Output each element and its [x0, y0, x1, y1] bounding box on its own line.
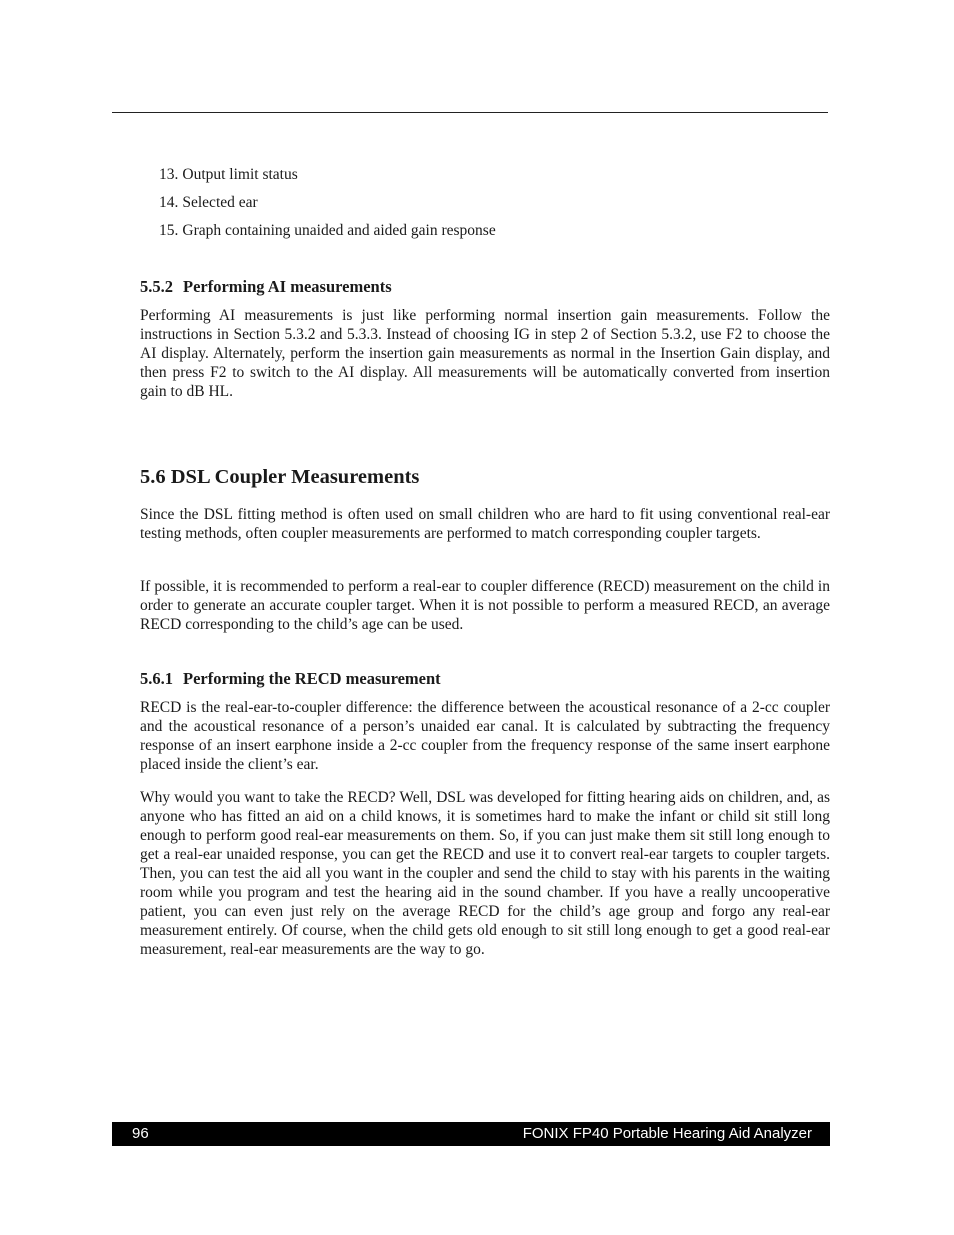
page-number: 96 — [132, 1125, 149, 1142]
paragraph: If possible, it is recommended to perform a real-ear to coupler difference (RECD) measurement on the child in order to generate an accurate coupler target. When it is not possible to perform a measured RECD, an average RECD corresponding to the child’s age can be used. — [140, 578, 830, 633]
list-item-number: 13. — [159, 166, 179, 183]
list-item-text: Selected ear — [182, 194, 258, 211]
document-title: FONIX FP40 Portable Hearing Aid Analyzer — [522, 1125, 812, 1142]
list-item-text: Output limit status — [182, 166, 298, 183]
paragraph: RECD is the real-ear-to-coupler difference: the difference between the acoustical resonance of a 2-cc coupler and the acoustical resonance of a person’s unaided ear canal. It is calculated by subtracting the frequency response of an insert earphone inside a 2-cc coupler from the frequency response of the same insert earphone placed inside the client’s ear. — [140, 699, 830, 773]
paragraph: Since the DSL fitting method is often used on small children who are hard to fit using conventional real-ear testing methods, often coupler measurements are performed to match corresponding coupler targets. — [140, 506, 830, 542]
section-title: Performing AI measurements — [183, 277, 392, 296]
list-item — [159, 192, 496, 220]
list-item — [159, 220, 496, 248]
section-5-6-body-2 — [140, 577, 830, 634]
section-5-6-1-heading — [140, 669, 830, 689]
section-5-5-2-body — [140, 306, 830, 401]
page-footer — [112, 1122, 830, 1146]
section-5-6-1-body-2 — [140, 788, 830, 959]
section-number: 5.6.1 — [140, 669, 173, 688]
section-5-6-1 — [140, 669, 830, 689]
list-item-number: 14. — [159, 194, 179, 211]
section-5-6-body-1 — [140, 505, 830, 543]
header-rule — [112, 112, 828, 113]
section-title: Performing the RECD measurement — [183, 669, 441, 688]
section-number: 5.5.2 — [140, 277, 173, 296]
section-5-5-2-heading — [140, 277, 830, 297]
paragraph: Why would you want to take the RECD? Well, DSL was developed for fitting hearing aids on children, and, as anyone who has fitted an aid on a child knows, it is sometimes hard to make the infant or child sit still long enough to perform good real-ear measurements on them. So, if you can just make them sit still long enough to get a real-ear unaided response, you can get the RECD and use it to convert real-ear targets to coupler targets. Then, you can test the aid all you want in the coupler and send the child to stay with his parents in the waiting room while you program and test the hearing aid in the sound chamber. If you have a really uncooperative patient, you can even just rely on the average RECD for the child’s age group and forgo any real-ear measurement entirely. Of course, when the child gets old enough to sit still long enough to get a good real-ear measurement, real-ear measurements are the way to go. — [140, 789, 830, 958]
list-item-number: 15. — [159, 222, 179, 239]
section-5-6 — [140, 464, 830, 490]
paragraph: Performing AI measurements is just like performing normal insertion gain measurements. Follow the instructions in Section 5.3.2 and 5.3.3. Instead of choosing IG in step 2 of Section 5.3.2, use F2 to choose the AI display. Alternately, perform the insertion gain measurements as normal in the Insertion Gain display, and then press F2 to switch to the AI display. All measurements will be automatically converted from insertion gain to dB HL. — [140, 307, 830, 400]
list-item — [159, 164, 496, 192]
section-5-5-2 — [140, 277, 830, 297]
numbered-list — [159, 164, 496, 248]
list-item-text: Graph containing unaided and aided gain response — [182, 222, 496, 239]
section-5-6-heading: 5.6 DSL Coupler Measurements — [140, 466, 420, 488]
section-5-6-1-body-1 — [140, 698, 830, 774]
